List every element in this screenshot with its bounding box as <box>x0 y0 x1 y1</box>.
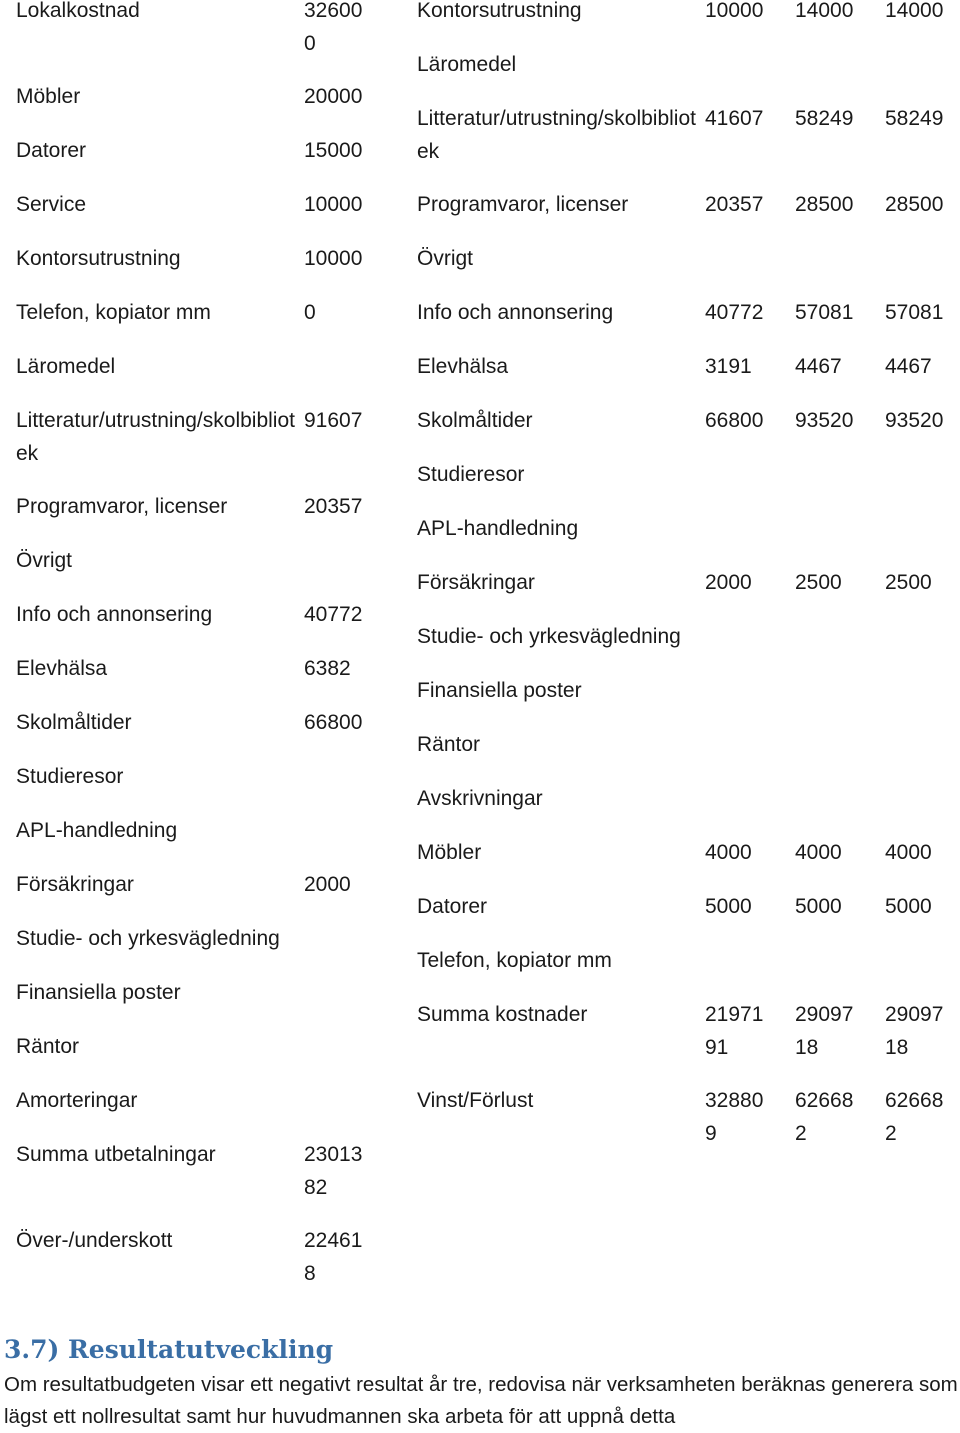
left-row-label: Studieresor <box>16 765 124 788</box>
left-row-value: 10000 <box>304 193 363 216</box>
right-row-label: Summa kostnader <box>417 1003 588 1026</box>
right-row-year1: 328809 <box>705 1089 764 1145</box>
right-row-year1: 66800 <box>705 409 764 432</box>
left-row-label: Läromedel <box>16 355 116 378</box>
left-row-label: Finansiella poster <box>16 981 181 1004</box>
right-row-year2: 4000 <box>795 841 842 864</box>
left-row-label: APL-handledning <box>16 819 178 842</box>
left-row-label: Elevhälsa <box>16 657 108 680</box>
right-row-year2: 2909718 <box>795 1003 854 1059</box>
right-row-year1: 2000 <box>705 571 752 594</box>
right-row-year2: 28500 <box>795 193 854 216</box>
right-row-label: APL-handledning <box>417 517 579 540</box>
right-row-year3: 2909718 <box>885 1003 944 1059</box>
left-row-value: 2301382 <box>304 1143 363 1199</box>
left-row-value: 15000 <box>304 139 363 162</box>
left-row-value: 66800 <box>304 711 363 734</box>
left-row-label: Info och annonsering <box>16 603 213 626</box>
left-row-value: 2000 <box>304 873 351 896</box>
right-row-year2: 57081 <box>795 301 854 324</box>
left-row-label: Studie- och yrkesvägledning <box>16 927 280 950</box>
left-row-label: Övrigt <box>16 549 73 572</box>
right-row-label: Finansiella poster <box>417 679 582 702</box>
left-row-label: Kontorsutrustning <box>16 247 181 270</box>
left-row-label: Amorteringar <box>16 1089 138 1112</box>
right-row-label: Litteratur/utrustning/skolbibliotek <box>417 107 696 163</box>
left-row-value: 10000 <box>304 247 363 270</box>
left-row-value: 20357 <box>304 495 363 518</box>
left-row-label: Datorer <box>16 139 87 162</box>
left-row-label: Över-/underskott <box>16 1229 173 1252</box>
left-row-label: Programvaror, licenser <box>16 495 228 518</box>
right-row-label: Elevhälsa <box>417 355 509 378</box>
left-row-label: Räntor <box>16 1035 80 1058</box>
left-row-value: 20000 <box>304 85 363 108</box>
section-paragraph: Om resultatbudgeten visar ett negativt resultat år tre, redovisa när verksamheten beräknas generera som lägst ett nollresultat samt hur huvudmannen ska arbeta för att uppnå detta <box>4 1373 958 1428</box>
right-row-year3: 58249 <box>885 107 944 130</box>
left-row-label: Telefon, kopiator mm <box>16 301 211 324</box>
left-row-value: 0 <box>304 301 316 324</box>
left-row-label: Litteratur/utrustning/skolbibliotek <box>16 409 295 465</box>
right-row-year3: 626682 <box>885 1089 944 1145</box>
right-row-year1: 40772 <box>705 301 764 324</box>
right-row-label: Telefon, kopiator mm <box>417 949 612 972</box>
left-row-value: 326000 <box>304 0 363 55</box>
right-row-label: Avskrivningar <box>417 787 543 810</box>
right-row-label: Info och annonsering <box>417 301 614 324</box>
right-row-year1: 10000 <box>705 0 764 22</box>
right-row-label: Studie- och yrkesvägledning <box>417 625 681 648</box>
right-row-year3: 93520 <box>885 409 944 432</box>
section-heading: 3.7) Resultatutveckling <box>4 1335 334 1364</box>
left-row-value: 6382 <box>304 657 351 680</box>
right-row-year2: 4467 <box>795 355 842 378</box>
right-row-year3: 4467 <box>885 355 932 378</box>
right-row-year1: 41607 <box>705 107 764 130</box>
right-row-label: Övrigt <box>417 247 474 270</box>
right-row-label: Räntor <box>417 733 481 756</box>
right-row-year1: 20357 <box>705 193 764 216</box>
left-row-value: 91607 <box>304 409 363 432</box>
right-row-label: Försäkringar <box>417 571 535 594</box>
right-row-label: Studieresor <box>417 463 525 486</box>
right-row-year3: 2500 <box>885 571 932 594</box>
right-row-year3: 14000 <box>885 0 944 22</box>
right-row-year2: 93520 <box>795 409 854 432</box>
right-row-year3: 57081 <box>885 301 944 324</box>
right-row-year2: 626682 <box>795 1089 854 1145</box>
right-row-year1: 4000 <box>705 841 752 864</box>
left-row-value: 224618 <box>304 1229 363 1285</box>
left-row-label: Möbler <box>16 85 81 108</box>
right-row-year3: 5000 <box>885 895 932 918</box>
right-row-label: Skolmåltider <box>417 409 533 432</box>
left-row-value: 40772 <box>304 603 363 626</box>
right-row-year1: 2197191 <box>705 1003 764 1059</box>
left-row-label: Lokalkostnad <box>16 0 140 22</box>
right-row-label: Vinst/Förlust <box>417 1089 534 1112</box>
right-row-year1: 3191 <box>705 355 752 378</box>
right-row-label: Läromedel <box>417 53 517 76</box>
right-row-label: Möbler <box>417 841 482 864</box>
right-row-year2: 5000 <box>795 895 842 918</box>
right-row-label: Datorer <box>417 895 488 918</box>
left-row-label: Summa utbetalningar <box>16 1143 216 1166</box>
right-row-year2: 14000 <box>795 0 854 22</box>
right-row-year2: 58249 <box>795 107 854 130</box>
left-row-label: Service <box>16 193 87 216</box>
right-row-label: Programvaror, licenser <box>417 193 629 216</box>
right-row-year3: 4000 <box>885 841 932 864</box>
right-row-label: Kontorsutrustning <box>417 0 582 22</box>
left-row-label: Skolmåltider <box>16 711 132 734</box>
left-row-label: Försäkringar <box>16 873 134 896</box>
right-row-year3: 28500 <box>885 193 944 216</box>
right-row-year2: 2500 <box>795 571 842 594</box>
right-row-year1: 5000 <box>705 895 752 918</box>
